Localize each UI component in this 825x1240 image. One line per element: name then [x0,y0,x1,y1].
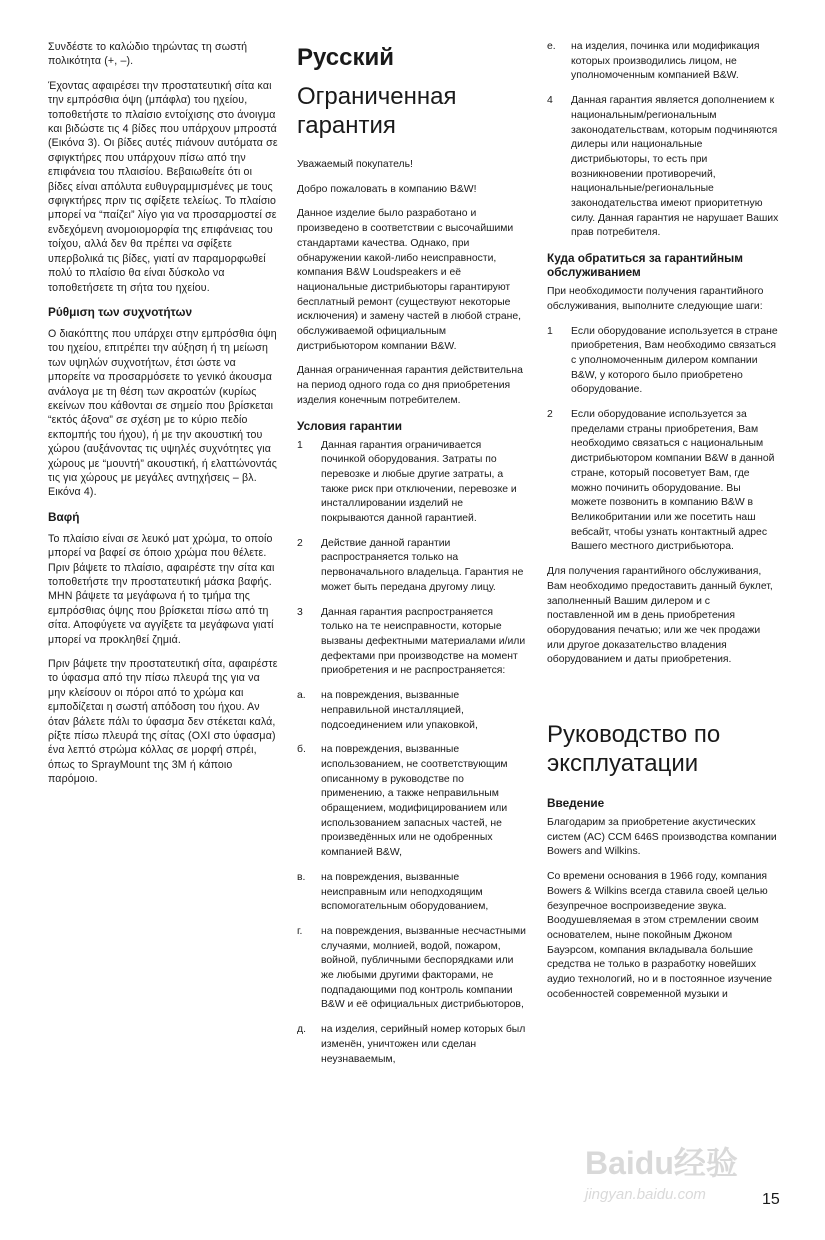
paragraph-booklet: Для получения гарантийного обслуживания, Вам необходимо предоставить данный буклет, заполненный Вашим дилером и с поставленной им в день приобретения оборудования печатью; или же чек продажи или другое доказательство владения оборудованием и даты приобретения. [547,566,773,666]
item-text: Данная гарантия распространяется только на те неисправности, которые вызваны дефектными материалами и/или дефектами при производстве на момент приобретения и не распространяется: [321,606,526,677]
item-number: 1 [547,325,553,337]
item-text: Если оборудование используется в стране приобретения, Вам необходимо связаться с уполномоченным дилером компании B&W, у которого было приобретено оборудование. [571,325,778,396]
item-text: на изделия, починка или модификация которых производились лицом, не уполномоченным компанией B&W. [571,41,760,82]
item-number: б. [297,744,306,756]
section-title-line: Ограниченная [297,83,457,110]
list-item [297,606,527,680]
item-number: a. [297,690,306,702]
paragraph-period: Данная ограниченная гарантия действительна на период одного года со дня приобретения изделия конечным потребителем. [297,365,523,406]
page-number: 15 [762,1191,780,1208]
list-item [547,325,779,399]
watermark-url: jingyan.baidu.com [585,1186,706,1203]
item-number: 2 [547,409,553,421]
heading-paint: Βαφή [48,509,80,524]
item-number: в. [297,871,306,883]
heading-terms: Условия гарантии [297,418,403,433]
section-title-warranty [297,82,527,140]
column-service [547,40,779,1012]
heading-introduction: Введение [547,796,605,811]
terms-list-continued [547,40,779,241]
paragraph-intro: Данное изделие было разработано и произведено в соответствии с высочайшими стандартами качества. Однако, при обнаружении какой-либо неисправности, компания B&W Loudspeakers и её национальные дистрибьюторы гарантируют бесплатный ремонт (существуют некоторые исключения) и замену частей в любой стране, обслуживаемой официальным дистрибьютором компании B&W. [297,208,522,352]
column-greek [48,40,278,797]
heading-frequency: Ρύθμιση των συχνοτήτων [48,304,192,319]
language-title: Русский [297,44,394,71]
item-text: на повреждения, вызванные неправильной инсталляцией, подсоединением или упаковкой, [321,690,478,731]
watermark-logo [585,1138,785,1208]
item-text: Данная гарантия является дополнением к национальным/региональным законодательствам, которым подчиняются дилеры или национальные дистрибьюторы, то есть при возникновении противоречий, национальные/региональные законодательства имеют приоритетную силу. Данная гарантия не нарушает Ваших прав потребителя. [571,95,779,239]
paragraph-mounting: Έχοντας αφαιρέσει την προστατευτική σίτα και την εμπρόσθια όψη (μπάφλα) του ηχείου, τοποθετήστε το πλαίσιο εντοίχισης στο άνοιγμα και βιδώστε τις 4 βίδες που υπάρχουν μπροστά (Εικόνα 3). Οι βίδες αυτές πιάνουν αυτόματα σε σφιγκτήρες που υπάρχουν πίσω από την επιφάνεια του πλαισίου. Βεβαιωθείτε ότι οι βίδες είναι απόλυτα ευθυγραμμισμένες με τους σφιγκτήρες πριν τις σφίξετε τελείως. Το πλαίσιο μπορεί να “παίζει” λίγο για να προσαρμοστεί σε ενδεχόμενη ανομοιομορφία της επιφάνειας του τοίχου, αλλά δεν θα πρέπει να σφίξετε υπερβολικά τις βίδες, γιατί αν παραμορφωθεί πολύ το πλαίσιο θα είναι δύσκολο να τοποθετήσετε τη σήτα του ηχείου. [48,79,278,294]
list-item [297,537,527,596]
item-text: на повреждения, вызванные использованием, не соответствующим описанному в руководстве по применению, а также неправильным обращением, модифицированием или использованием запасных частей, не произведённых или не одобренных компанией B&W, [321,744,508,859]
list-item [547,40,779,84]
paragraph-polarity: Συνδέστε το καλώδιο τηρώντας τη σωστή πολικότητα (+, –). [48,41,248,68]
item-text: на повреждения, вызванные несчастными случаями, молнией, водой, пожаром, войной, публичными беспорядками или же любыми другими факторами, не подпадающими под контроль компании B&W и её официальных дистрибьюторов, [321,925,526,1011]
service-list [547,325,779,556]
item-number: 1 [297,439,303,451]
list-item [547,408,779,555]
item-text: на повреждения, вызванные неисправным или неподходящим вспомогательным оборудованием, [321,871,489,913]
item-number: e. [547,41,556,52]
list-item [297,1023,527,1067]
list-item [297,743,527,861]
list-item [297,925,527,1013]
paragraph-grille: Πριν βάψετε την προστατευτική σίτα, αφαιρέστε το ύφασμα από την πίσω πλευρά της για να μην κλείσουν οι πόροι από το χρώμα και εμποδίζεται η σωστή απόδοση του ήχου. Αν όταν βάλετε πάλι το ύφασμα δεν στέκεται καλά, ρίξτε πίσω πλευρά της σίτας (ΟΧΙ στο ύφασμα) ένα λεπτό στρώμα κόλλας σε μορφή σπρέι, όπως το SprayMount της 3M ή κάποιο παρόμοιο. [48,658,278,786]
column-warranty [297,40,527,1077]
item-number: 3 [297,606,303,618]
item-number: д. [297,1024,306,1036]
item-text: Данная гарантия ограничивается починкой оборудования. Затраты по перевозке и любые другие затраты, а также риск при отключении, перевозке и инсталлировании изделий не покрываются данной гарантией. [321,439,517,525]
paragraph-paint: Το πλαίσιο είναι σε λευκό ματ χρώμα, το οποίο μπορεί να βαφεί σε όποιο χρώμα που θέλετε. Πριν βάψετε το πλαίσιο, αφαιρέστε την σίτα και τοποθετήστε την προστατευτική μάσκα βαφής. ΜΗΝ βάψετε τα μεγάφωνα ή το τμήμα της εμπρόσθιας όψης που βρίσκεται πίσω από τη σίτα. Αποφύγετε να αγγίξετε τα μεγάφωνα γιατί μπορεί να προκληθεί ζημιά. [48,532,275,646]
item-number: г. [297,925,303,937]
section-title-line: Руководство по [547,721,721,749]
paragraph-thanks: Благодарим за приобретение акустических систем (AC) CCM 646S производства компании Bowers and Wilkins. [547,817,777,858]
watermark-brand: Baidu经验 [585,1145,738,1181]
heading-service: Куда обратиться за гарантийным обслуживанием [547,251,743,280]
item-number: 2 [297,537,303,549]
item-text: Если оборудование используется за пределами страны приобретения, Вам необходимо связаться с национальным дистрибьютором компании B&W в данной стране, который посоветует Вам, где можно починить оборудование. Вы можете позвонить в компанию B&W в Великобритании или же посетить наш вебсайт, чтобы узнать контактный адрес Вашего местного дистрибьютора. [571,409,775,553]
item-text: Действие данной гарантии распространяется только на первоначального владельца. Гарантия не может быть передана другому лицу. [321,537,524,593]
paragraph-greeting: Уважаемый покупатель! [297,159,413,170]
section-title-manual [547,720,779,778]
item-number: 4 [547,95,553,107]
section-title-line: эксплуатации [547,750,699,778]
list-item [297,689,527,733]
list-item [297,871,527,915]
list-item [297,439,527,527]
section-title-line: гарантия [297,112,396,139]
paragraph-welcome: Добро пожаловать в компанию B&W! [297,183,477,195]
item-text: на изделия, серийный номер которых был изменён, уничтожен или сделан неузнаваемым, [321,1024,526,1065]
paragraph-frequency: Ο διακόπτης που υπάρχει στην εμπρόσθια όψη του ηχείου, επιτρέπει την αύξηση ή τη μείωση των υψηλών συχνοτήτων, έτσι ώστε να μπορείτε να προσαρμόσετε το γενικό άκουσμα ανάλογα με τη θέση των ακροατών (κυρίως εκείνων που κάθονται σε σημείο που βρίσκεται “εκτός άξονα” σε σχέση με το κύριο πεδίο εκπομπής του ήχου), ή με την ακουστική του χώρου (αυξάνοντας τις υψηλές συχνότητες για χώρους με “μουντή” ακουστική, ή ελαττώνοντάς τις για χώρους με μεγάλες αντηχήσεις – βλ. Εικόνα 4). [48,327,278,499]
paragraph-history: Со времени основания в 1966 году, компания Bowers & Wilkins всегда ставила своей целью безупречное воспроизведение звука. Воодушевляемая в этом стремлении своим основателем, ныне покойным Джоном Бауэрсом, компания вкладывала большие средства не только в разработку новейших аудио технологий, но и в постоянное изучение особенностей современной музыки и [547,871,773,1000]
list-item [547,94,779,241]
terms-list [297,439,527,1068]
paragraph-service: При необходимости получения гарантийного обслуживания, выполните следующие шаги: [547,286,764,312]
